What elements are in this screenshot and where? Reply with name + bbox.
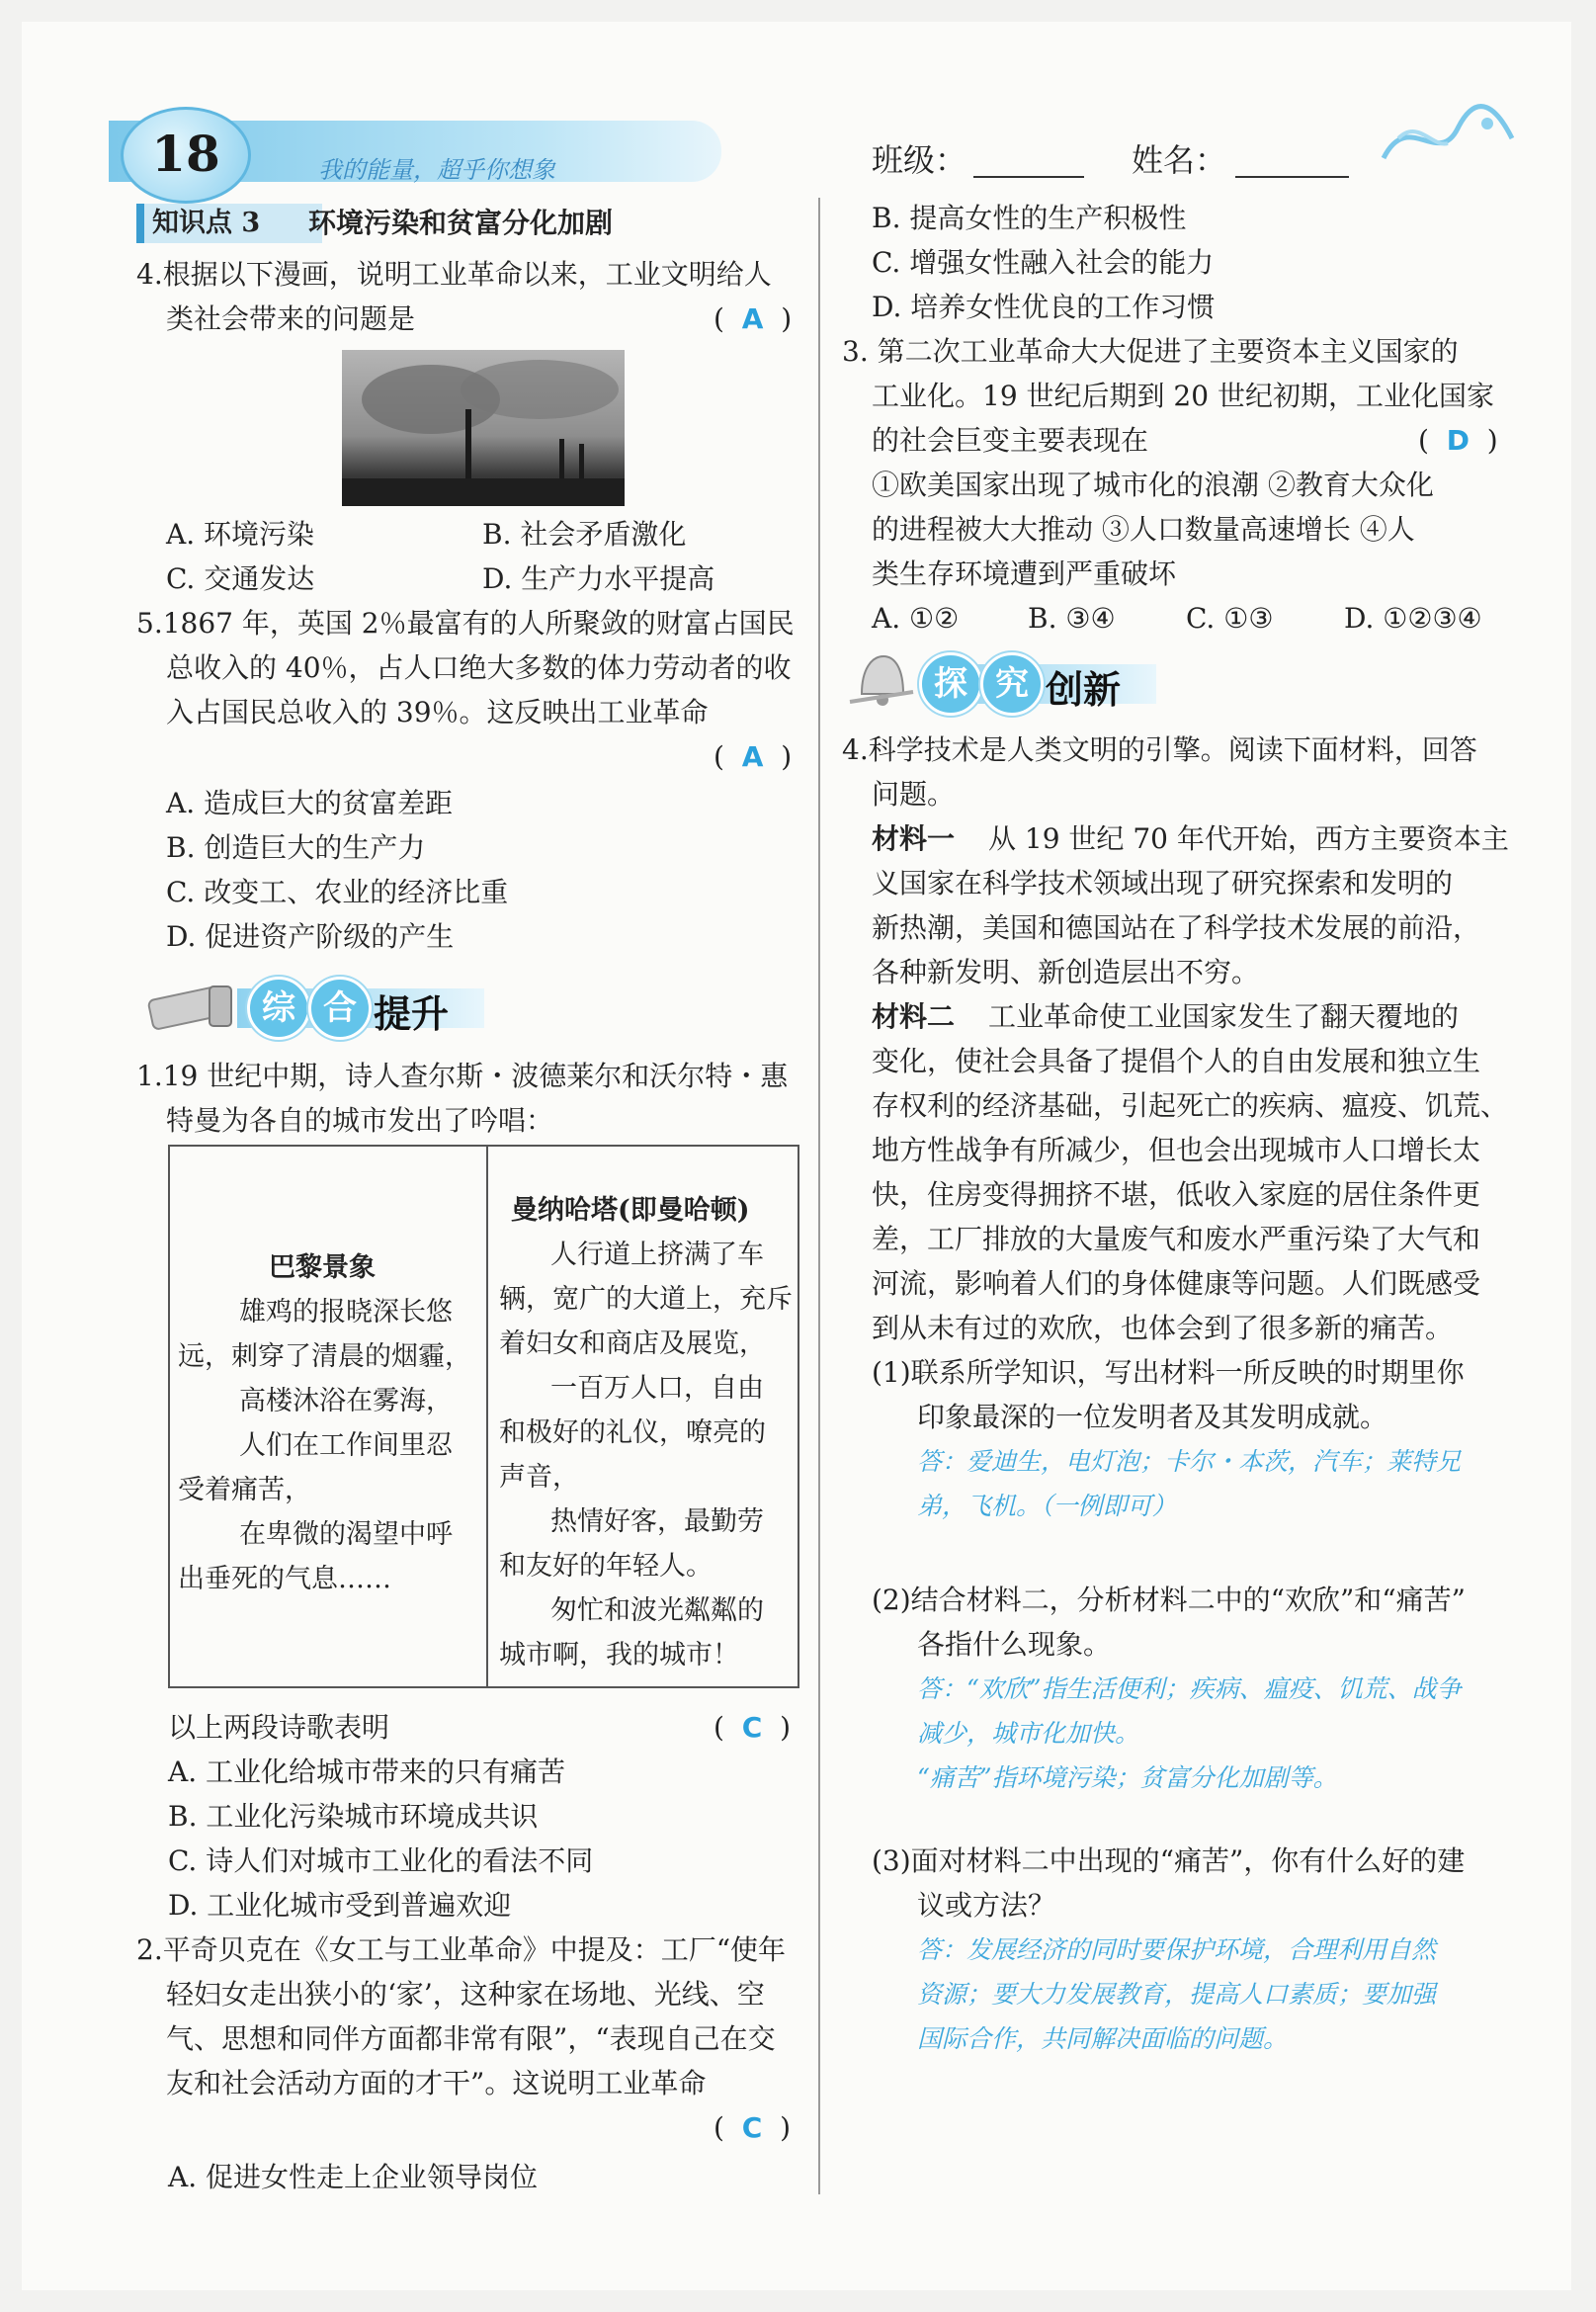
- section-zonghe-char1: 综: [247, 977, 310, 1040]
- poem-right-line: 着妇女和商店及展览，: [499, 1328, 766, 1359]
- sub-question-2: (2)结合材料二，分析材料二中的“欢欣”和“痛苦”: [872, 1584, 1466, 1616]
- answer-1-line: 弟，飞机。（一例即可）: [917, 1492, 1177, 1520]
- material2-line: 存权利的经济基础，引起死亡的疾病、瘟疫、饥荒、: [872, 1089, 1509, 1122]
- p2-option-b: B. 提高女性的生产积极性: [872, 202, 1187, 234]
- section-tanjiu-char1: 探: [919, 652, 982, 716]
- p3-option-d: D. ①②③④: [1344, 602, 1482, 635]
- q4-answer: A: [741, 302, 764, 335]
- material2-line: 河流，影响着人们的身体健康等问题。人们既感受: [872, 1267, 1481, 1300]
- p1-line2: 特曼为各自的城市发出了吟唱：: [166, 1104, 554, 1137]
- p3-answer: D: [1446, 424, 1470, 457]
- p3-line3: 的社会巨变主要表现在: [872, 424, 1149, 457]
- name-blank: [1235, 176, 1349, 178]
- p3-answer-bracket: ( D ): [1418, 424, 1498, 457]
- material1-label: 材料一: [872, 822, 956, 855]
- q4-option-b: B. 社会矛盾激化: [482, 518, 687, 551]
- bell-icon: [842, 644, 921, 714]
- decorative-flourish: [1379, 99, 1517, 178]
- column-divider: [818, 198, 820, 2194]
- poem-right-line: 和极好的礼仪，嘹亮的: [499, 1417, 766, 1448]
- material2-line: 地方性战争有所减少，但也会出现城市人口增长太: [872, 1134, 1481, 1166]
- knowledge-point-title: 环境污染和贫富分化加剧: [308, 207, 614, 239]
- poem-right-line: 热情好客，最勤劳: [550, 1506, 764, 1537]
- pollution-cartoon-image: [342, 350, 625, 506]
- p2-line1: 2.平奇贝克在《女工与工业革命》中提及：工厂“使年: [136, 1933, 787, 1966]
- page-number: 18: [121, 107, 251, 204]
- p1-option-c: C. 诗人们对城市工业化的看法不同: [168, 1844, 594, 1877]
- poem-left-line: 人们在工作间里忍: [239, 1430, 453, 1461]
- poem-left-line: 高楼沐浴在雾海，: [239, 1386, 453, 1416]
- poem-left-line: 出垂死的气息……: [178, 1564, 391, 1594]
- p2-line4: 友和社会活动方面的才干”。这说明工业革命: [166, 2067, 707, 2099]
- q5-line2: 总收入的 40％，占人口绝大多数的体力劳动者的收: [166, 651, 792, 684]
- scroll-icon: [140, 979, 239, 1038]
- p3-line2: 工业化。19 世纪后期到 20 世纪初期，工业化国家: [872, 380, 1494, 412]
- sub-question-2-cont: 各指什么现象。: [917, 1628, 1112, 1661]
- q4-answer-bracket: ( A ): [714, 302, 793, 335]
- q4-line1: 4.根据以下漫画，说明工业革命以来，工业文明给人: [136, 258, 772, 291]
- p2-option-d: D. 培养女性优良的工作习惯: [872, 291, 1216, 323]
- poem-right-line: 和友好的年轻人。: [499, 1551, 713, 1582]
- p3-item-line3: 类生存环境遭到严重破坏: [872, 557, 1177, 590]
- q5-answer-bracket: ( A ): [714, 740, 793, 773]
- poem-divider: [486, 1147, 488, 1686]
- answer-3-line: 答：发展经济的同时要保护环境，合理利用自然: [917, 1935, 1437, 1964]
- p4-line1: 4.科学技术是人类文明的引擎。阅读下面材料，回答: [842, 733, 1477, 766]
- knowledge-point-label: 知识点 3: [152, 208, 261, 238]
- material1-line: 义国家在科学技术领域出现了研究探索和发明的: [872, 867, 1454, 899]
- q5-line1: 5.1867 年，英国 2％最富有的人所聚敛的财富占国民: [136, 607, 795, 640]
- class-blank: [973, 176, 1084, 178]
- answer-2-line: 减少，城市化加快。: [917, 1719, 1140, 1748]
- material2-line: 差，工厂排放的大量废气和废水严重污染了大气和: [872, 1223, 1481, 1255]
- section-tanjiu-title: 创新: [1046, 667, 1122, 712]
- p1-stem: 以上两段诗歌表明: [168, 1711, 390, 1744]
- section-zonghe-title: 提升: [374, 991, 450, 1036]
- p3-option-a: A. ①②: [872, 602, 960, 635]
- poem-right-line: 声音，: [499, 1462, 579, 1493]
- material2-line: 工业革命使工业国家发生了翻天覆地的: [988, 1000, 1460, 1033]
- poem-left-line: 在卑微的渴望中呼: [239, 1519, 453, 1550]
- answer-2-line: 答：“欢欣”指生活便利；疾病、瘟疫、饥荒、战争: [917, 1674, 1462, 1703]
- q5-option-d: D. 促进资产阶级的产生: [166, 920, 455, 953]
- q5-option-b: B. 创造巨大的生产力: [166, 831, 426, 864]
- name-label: 姓名：: [1132, 141, 1227, 179]
- p1-option-b: B. 工业化污染城市环境成共识: [168, 1800, 539, 1833]
- p1-option-a: A. 工业化给城市带来的只有痛苦: [168, 1755, 566, 1788]
- material2-label: 材料二: [872, 1000, 956, 1033]
- answer-2-line: “痛苦”指环境污染；贫富分化加剧等。: [917, 1763, 1338, 1792]
- p1-line1: 1.19 世纪中期，诗人查尔斯・波德莱尔和沃尔特・惠: [136, 1060, 789, 1092]
- poem-left-line: 受着痛苦，: [178, 1475, 311, 1505]
- poem-right-title: 曼纳哈塔(即曼哈顿): [511, 1195, 750, 1226]
- p2-line2: 轻妇女走出狭小的‘家’，这种家在场地、光线、空: [166, 1978, 765, 2011]
- poem-right-line: 人行道上挤满了车: [550, 1240, 764, 1270]
- p2-option-a: A. 促进女性走上企业领导岗位: [168, 2161, 539, 2193]
- p3-line1: 3. 第二次工业革命大大促进了主要资本主义国家的: [842, 335, 1459, 368]
- material1-line: 新热潮，美国和德国站在了科学技术发展的前沿，: [872, 911, 1481, 944]
- poem-table: [168, 1145, 799, 1688]
- p3-item-line2: 的进程被大大推动 ③人口数量高速增长 ④人: [872, 513, 1415, 546]
- q5-answer: A: [741, 740, 764, 773]
- sub-question-3-cont: 议或方法？: [917, 1889, 1056, 1922]
- section-zonghe-char2: 合: [308, 977, 372, 1040]
- p1-answer-bracket: ( C ): [714, 1711, 792, 1744]
- poem-left-title: 巴黎景象: [269, 1252, 376, 1283]
- q5-option-c: C. 改变工、农业的经济比重: [166, 876, 509, 908]
- sub-question-1-cont: 印象最深的一位发明者及其发明成就。: [917, 1401, 1388, 1433]
- poem-right-line: 一百万人口，自由: [550, 1373, 764, 1404]
- material1-line: 各种新发明、新创造层出不穷。: [872, 956, 1260, 988]
- material2-line: 变化，使社会具备了提倡个人的自由发展和独立生: [872, 1045, 1481, 1077]
- q4-option-a: A. 环境污染: [166, 518, 315, 551]
- q4-line2: 类社会带来的问题是: [166, 302, 416, 335]
- poem-right-line: 城市啊，我的城市！: [499, 1640, 739, 1670]
- material2-line: 到从未有过的欢欣，也体会到了很多新的痛苦。: [872, 1312, 1454, 1344]
- q4-option-c: C. 交通发达: [166, 562, 315, 595]
- p3-item-line1: ①欧美国家出现了城市化的浪潮 ②教育大众化: [872, 469, 1434, 501]
- header-slogan: 我的能量，超乎你想象: [318, 156, 555, 184]
- p2-answer-bracket: ( C ): [714, 2111, 792, 2144]
- class-label: 班级：: [872, 141, 967, 179]
- poem-left-line: 远，刺穿了清晨的烟霾，: [178, 1341, 471, 1372]
- sub-question-3: (3)面对材料二中出现的“痛苦”，你有什么好的建: [872, 1844, 1466, 1877]
- p4-line2: 问题。: [872, 778, 956, 811]
- p2-option-c: C. 增强女性融入社会的能力: [872, 246, 1215, 279]
- material1-line: 从 19 世纪 70 年代开始，西方主要资本主: [988, 822, 1509, 855]
- p2-answer: C: [741, 2111, 763, 2144]
- q4-option-d: D. 生产力水平提高: [482, 562, 715, 595]
- p2-line3: 气、思想和同伴方面都非常有限”，“表现自己在交: [166, 2022, 776, 2055]
- poem-right-line: 辆，宽广的大道上，充斥: [499, 1284, 793, 1315]
- sub-question-1: (1)联系所学知识，写出材料一所反映的时期里你: [872, 1356, 1465, 1389]
- poem-left-line: 雄鸡的报晓深长悠: [239, 1297, 453, 1327]
- q5-option-a: A. 造成巨大的贫富差距: [166, 787, 454, 819]
- p3-option-c: C. ①③: [1186, 602, 1274, 635]
- p3-option-b: B. ③④: [1028, 602, 1116, 635]
- answer-3-line: 国际合作，共同解决面临的问题。: [917, 2024, 1289, 2053]
- answer-1-line: 答：爱迪生，电灯泡；卡尔・本茨，汽车；莱特兄: [917, 1447, 1462, 1476]
- material2-line: 快，住房变得拥挤不堪，低收入家庭的居住条件更: [872, 1178, 1481, 1211]
- q5-line3: 入占国民总收入的 39％。这反映出工业革命: [166, 696, 709, 728]
- knowledge-point-badge: [136, 204, 322, 243]
- answer-3-line: 资源；要大力发展教育，提高人口素质；要加强: [917, 1980, 1437, 2009]
- poem-right-line: 匆忙和波光粼粼的: [550, 1595, 764, 1626]
- p1-option-d: D. 工业化城市受到普遍欢迎: [168, 1889, 512, 1922]
- p1-answer: C: [741, 1711, 763, 1744]
- section-tanjiu-char2: 究: [980, 652, 1044, 716]
